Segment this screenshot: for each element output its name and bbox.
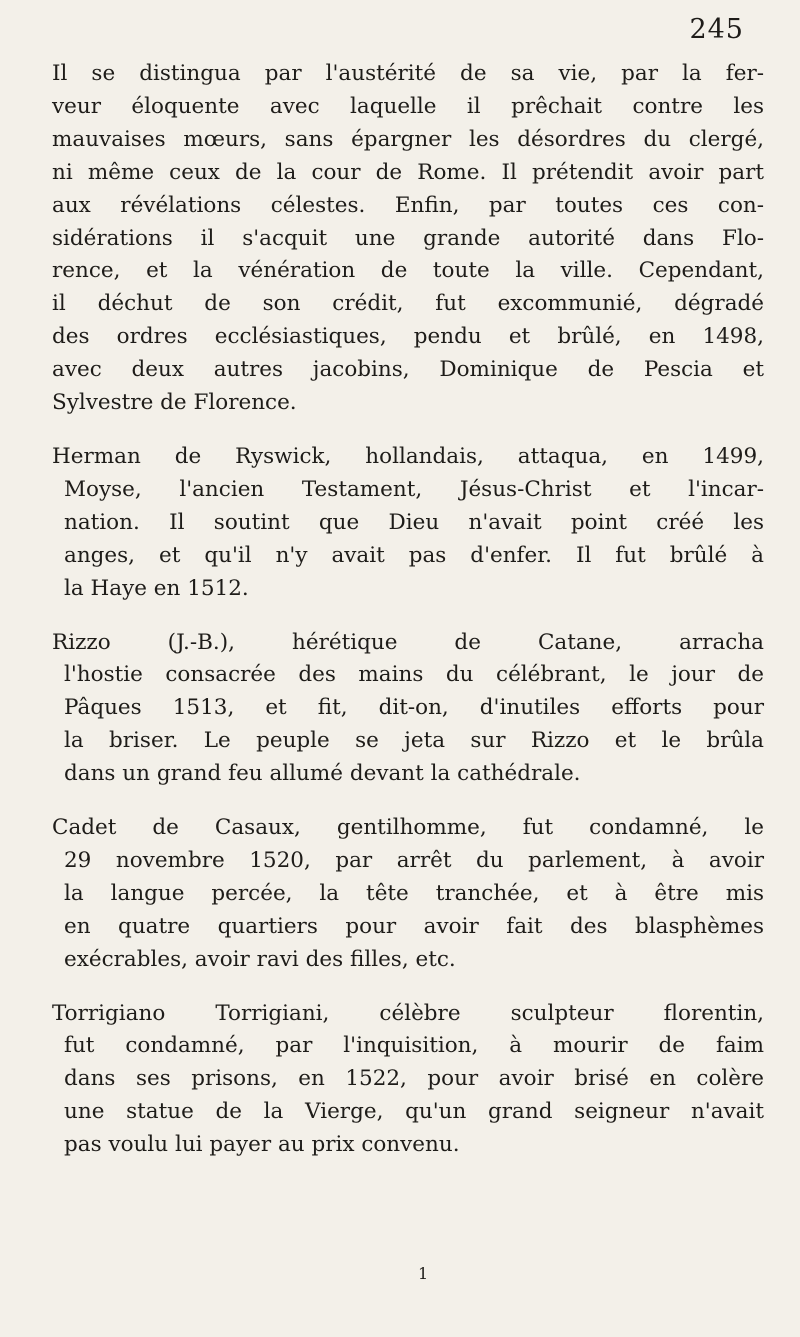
- text-line: des ordres ecclésiastiques, pendu et brûlé, en 1498,: [52, 324, 764, 350]
- text-line: anges, et qu'il n'y avait pas d'enfer. Il fut brûlé à: [64, 542, 764, 568]
- text-line: la langue percée, la tête tranchée, et à être mis: [64, 880, 764, 906]
- text-line: rence, et la vénération de toute la ville. Cependant,: [52, 258, 764, 284]
- text-line: aux révélations célestes. Enfin, par toutes ces con-: [52, 192, 764, 218]
- text-line: sidérations il s'acquit une grande autorité dans Flo-: [52, 225, 764, 251]
- text-line: dans un grand feu allumé devant la cathédrale.: [64, 761, 581, 787]
- text-line: il déchut de son crédit, fut excommunié, dégradé: [52, 291, 764, 317]
- text-line: veur éloquente avec laquelle il prêchait contre les: [52, 93, 764, 119]
- text-line: en quatre quartiers pour avoir fait des blasphèmes: [64, 913, 764, 939]
- text-line: pas voulu lui payer au prix convenu.: [64, 1132, 460, 1158]
- paragraph-herman-de-ryswick: [52, 441, 764, 606]
- text-line: Moyse, l'ancien Testament, Jésus-Christ et l'incar-: [64, 476, 764, 502]
- text-line: nation. Il soutint que Dieu n'avait point créé les: [64, 509, 764, 535]
- text-line: mauvaises mœurs, sans épargner les désordres du clergé,: [52, 126, 764, 152]
- text-line: Pâques 1513, et fit, dit-on, d'inutiles efforts pour: [64, 695, 764, 721]
- text-line: Rizzo (J.-B.), hérétique de Catane, arracha: [52, 629, 764, 655]
- text-line: la briser. Le peuple se jeta sur Rizzo et le brûla: [64, 728, 764, 754]
- text-line: Herman de Ryswick, hollandais, attaqua, en 1499,: [52, 443, 764, 469]
- text-line: exécrables, avoir ravi des filles, etc.: [64, 946, 456, 972]
- text-line: Cadet de Casaux, gentilhomme, fut condamné, le: [52, 815, 764, 841]
- paragraph-rizzo: [52, 627, 764, 792]
- text-line: dans ses prisons, en 1522, pour avoir brisé en colère: [64, 1066, 764, 1092]
- text-line: une statue de la Vierge, qu'un grand seigneur n'avait: [64, 1099, 764, 1125]
- text-line: la Haye en 1512.: [64, 575, 249, 601]
- paragraph-torrigiano: [52, 998, 764, 1163]
- text-line: 29 novembre 1520, par arrêt du parlement, à avoir: [64, 847, 764, 873]
- text-line: ni même ceux de la cour de Rome. Il prétendit avoir part: [52, 159, 764, 185]
- paragraph-cadet-de-casaux: [52, 812, 764, 977]
- text-line: avec deux autres jacobins, Dominique de Pescia et: [52, 357, 764, 383]
- text-line: fut condamné, par l'inquisition, à mourir de faim: [64, 1033, 764, 1059]
- text-line: Sylvestre de Florence.: [52, 390, 297, 416]
- text-line: Il se distingua par l'austérité de sa vie, par la fer-: [52, 61, 764, 86]
- paragraph-savonarola-end: [52, 58, 764, 420]
- page-text: [52, 58, 764, 1183]
- text-line: Torrigiano Torrigiani, célèbre sculpteur florentin,: [52, 1000, 764, 1026]
- signature-mark: 1: [418, 1264, 429, 1283]
- text-line: l'hostie consacrée des mains du célébrant, le jour de: [64, 662, 764, 688]
- page-number: 245: [689, 14, 744, 45]
